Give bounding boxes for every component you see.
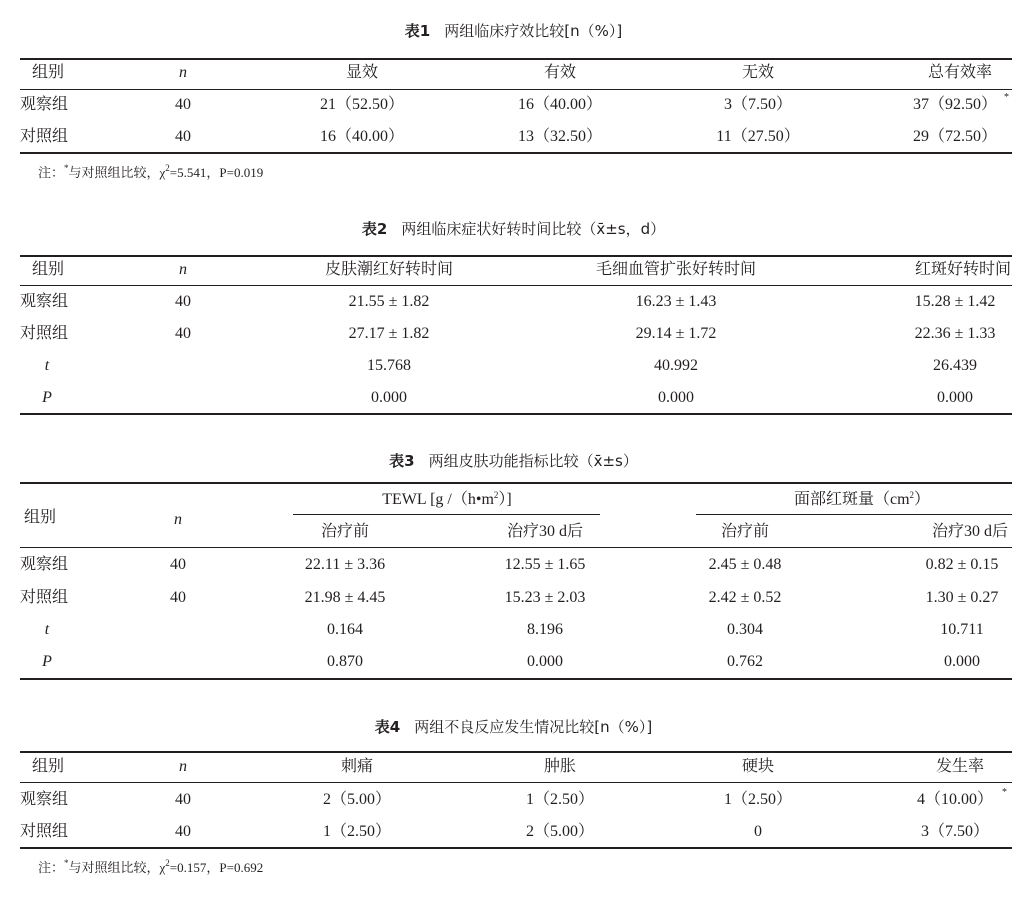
table4-cell: 1（2.50） — [723, 791, 793, 808]
table1-cell: 3（7.50） — [723, 96, 793, 113]
table1-bottom-rule — [20, 152, 1012, 154]
erythema-label: 面部红斑量（cm — [793, 491, 910, 508]
footnote-text: 与对照组比较，χ — [68, 165, 166, 180]
footnote-marker: * — [64, 163, 69, 173]
significance-marker: * — [1002, 787, 1007, 798]
table3-cell: 12.55 ± 1.65 — [504, 556, 586, 573]
table1-number: 表1 — [404, 22, 431, 40]
table1-header-rule — [20, 89, 1012, 90]
table4-footnote — [38, 857, 263, 876]
table2-bottom-rule — [20, 413, 1012, 415]
footnote-statistic: =0.157，P=0.692 — [169, 860, 264, 875]
table1-header-ineffective: 无效 — [741, 64, 775, 81]
table4-header-swelling: 肿胀 — [543, 758, 577, 775]
table1-cell: 21（52.50） — [319, 96, 405, 113]
table3-header-rule — [20, 547, 1012, 548]
table3-cell: 0.762 — [727, 653, 763, 670]
table2-cell: 16.23 ± 1.43 — [635, 293, 717, 310]
table2-cell: P — [42, 389, 52, 406]
table4-cell: 观察组 — [20, 791, 69, 808]
table2-header-n: n — [179, 261, 187, 278]
table4-cell: 1（2.50） — [322, 823, 392, 840]
table2-cell: 21.55 ± 1.82 — [348, 293, 430, 310]
erythema-span-rule — [696, 514, 1012, 515]
table4-cell: 3（7.50） — [920, 823, 990, 840]
table1-cell: 对照组 — [20, 128, 69, 145]
table3-cell: 对照组 — [20, 589, 69, 606]
table4-title: 两组不良反应发生情况比较[n（%）] — [414, 718, 653, 736]
table1-header-total-rate: 总有效率 — [927, 64, 993, 81]
tewl-span-rule — [293, 514, 600, 515]
table3-subheader: 治疗30 d后 — [506, 523, 584, 540]
table4-top-rule — [20, 751, 1012, 753]
table2-title: 两组临床症状好转时间比较（x̄±s，d） — [401, 220, 666, 238]
table3-subheader: 治疗30 d后 — [931, 523, 1008, 540]
footnote-prefix: 注： — [38, 860, 65, 875]
table3-cell: t — [44, 621, 50, 638]
table3-cell: P — [42, 653, 52, 670]
tewl-superscript: 2 — [493, 490, 499, 500]
table4-cell: 4（10.00） — [916, 791, 994, 808]
table1-caption — [0, 20, 1027, 41]
table4-header-induration: 硬块 — [741, 758, 775, 775]
table4-cell: 40 — [175, 791, 191, 808]
table1-cell: 16（40.00） — [517, 96, 603, 113]
table4-bottom-rule — [20, 847, 1012, 849]
table1-cell: 11（27.50） — [716, 128, 800, 145]
table2-cell: 对照组 — [20, 325, 69, 342]
table1-header-group: 组别 — [32, 64, 65, 81]
footnote-superscript: 2 — [165, 163, 170, 173]
table2-cell: 15.768 — [367, 357, 411, 374]
table3-header-tewl — [382, 490, 512, 510]
table4-cell: 1（2.50） — [525, 791, 595, 808]
table2-cell: 0.000 — [658, 389, 694, 406]
footnote-marker: * — [64, 858, 69, 868]
table2-cell: 29.14 ± 1.72 — [635, 325, 717, 342]
table3-header-n: n — [174, 511, 182, 528]
table3-cell: 15.23 ± 2.03 — [504, 589, 586, 606]
table3-cell: 0.000 — [527, 653, 563, 670]
table3-cell: 1.30 ± 0.27 — [925, 589, 999, 606]
table4-header-rule — [20, 782, 1012, 783]
table2-cell: 0.000 — [371, 389, 407, 406]
table2-cell: 40 — [175, 325, 191, 342]
table2-header-telangiectasia: 毛细血管扩张好转时间 — [595, 261, 757, 278]
significance-marker: * — [1004, 92, 1009, 103]
table4-cell: 对照组 — [20, 823, 69, 840]
table2-number: 表2 — [361, 220, 388, 238]
table2-cell: 27.17 ± 1.82 — [348, 325, 430, 342]
footnote-prefix: 注： — [38, 165, 65, 180]
footnote-superscript: 2 — [165, 858, 170, 868]
table2-header-rule — [20, 285, 1012, 286]
table3-cell: 0.870 — [327, 653, 363, 670]
tewl-label: TEWL [g /（h•m — [382, 491, 494, 508]
table1-cell: 37（92.50） — [912, 96, 998, 113]
table3-cell: 40 — [170, 589, 186, 606]
table3-cell: 21.98 ± 4.45 — [304, 589, 386, 606]
table3-cell: 8.196 — [527, 621, 563, 638]
table3-header-erythema — [794, 490, 930, 510]
table1-cell: 16（40.00） — [319, 128, 405, 145]
table2-cell: 0.000 — [937, 389, 973, 406]
table3-subheader: 治疗前 — [720, 523, 770, 540]
table3-cell: 2.42 ± 0.52 — [708, 589, 782, 606]
table2-header-erythema: 红斑好转时间 — [914, 261, 1011, 278]
table3-header-group: 组别 — [24, 509, 57, 526]
table1-cell: 40 — [175, 128, 191, 145]
table1-title: 两组临床疗效比较[n（%）] — [444, 22, 623, 40]
table4-cell: 2（5.00） — [525, 823, 595, 840]
table1-header-effective: 有效 — [543, 64, 577, 81]
table1-cell: 13（32.50） — [517, 128, 603, 145]
table4-cell: 0 — [754, 823, 762, 840]
table1-header-marked: 显效 — [345, 64, 379, 81]
table3-title: 两组皮肤功能指标比较（x̄±s） — [428, 452, 638, 470]
table1-cell: 40 — [175, 96, 191, 113]
table1-cell: 观察组 — [20, 96, 69, 113]
table3-caption — [0, 450, 1027, 471]
tewl-label-end: ）] — [498, 491, 512, 508]
table2-cell: 40 — [175, 293, 191, 310]
table1-footnote — [38, 162, 263, 181]
table4-number: 表4 — [374, 718, 401, 736]
table2-header-group: 组别 — [32, 261, 65, 278]
table3-top-rule — [20, 482, 1012, 484]
footnote-text: 与对照组比较，χ — [68, 860, 166, 875]
table4-cell: 2（5.00） — [322, 791, 392, 808]
table2-header-flushing: 皮肤潮红好转时间 — [324, 261, 454, 278]
table3-cell: 0.000 — [944, 653, 980, 670]
table4-cell: 40 — [175, 823, 191, 840]
table4-header-group: 组别 — [32, 758, 65, 775]
table2-cell: 15.28 ± 1.42 — [914, 293, 996, 310]
table4-header-stinging: 刺痛 — [340, 758, 374, 775]
table2-cell: 22.36 ± 1.33 — [914, 325, 996, 342]
table4-caption — [0, 716, 1027, 737]
erythema-label-end: ） — [914, 491, 931, 508]
table3-cell: 观察组 — [20, 556, 69, 573]
erythema-superscript: 2 — [909, 490, 915, 500]
table3-cell: 0.164 — [327, 621, 363, 638]
table4-header-n: n — [179, 758, 187, 775]
table3-cell: 2.45 ± 0.48 — [708, 556, 782, 573]
table2-top-rule — [20, 255, 1012, 257]
table1-cell: 29（72.50） — [912, 128, 998, 145]
table2-cell: t — [44, 357, 50, 374]
table1-top-rule — [20, 58, 1012, 60]
table3-cell: 10.711 — [940, 621, 984, 638]
table1-header-n: n — [179, 64, 187, 81]
table3-cell: 40 — [170, 556, 186, 573]
table3-subheader: 治疗前 — [320, 523, 370, 540]
footnote-statistic: =5.541，P=0.019 — [169, 165, 264, 180]
table2-cell: 观察组 — [20, 293, 69, 310]
table2-cell: 26.439 — [933, 357, 977, 374]
table4-header-incidence: 发生率 — [935, 758, 985, 775]
table3-cell: 22.11 ± 3.36 — [304, 556, 386, 573]
table2-cell: 40.992 — [654, 357, 698, 374]
table3-bottom-rule — [20, 678, 1012, 680]
table3-number: 表3 — [389, 452, 415, 470]
table2-caption — [0, 218, 1027, 239]
table3-cell: 0.304 — [727, 621, 763, 638]
table3-cell: 0.82 ± 0.15 — [925, 556, 999, 573]
